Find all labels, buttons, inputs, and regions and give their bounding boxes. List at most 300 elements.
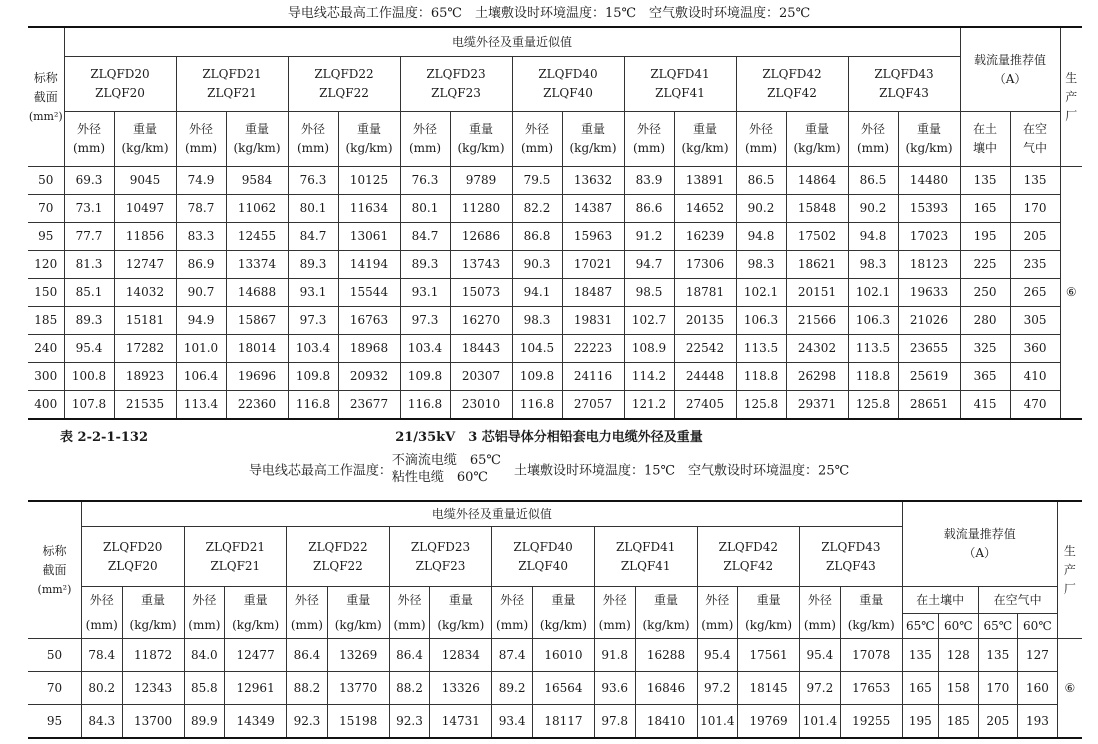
model-header bbox=[64, 57, 176, 112]
table-cell: 18968 bbox=[338, 335, 400, 363]
table-cell: 18781 bbox=[674, 279, 736, 307]
table-row bbox=[28, 705, 1082, 739]
table-title: 21/35kV 3 芯铝导体分相铅套电力电缆外径及重量 bbox=[395, 430, 703, 445]
table-cell: 11062 bbox=[226, 195, 288, 223]
table-cell: 90.7 bbox=[176, 279, 226, 307]
table-cell: 88.2 bbox=[389, 672, 430, 705]
table-cell: 97.3 bbox=[288, 307, 338, 335]
table-cell: 127 bbox=[1018, 639, 1058, 672]
table-cell: 305 bbox=[1010, 307, 1060, 335]
weight-label: 重量 (kg/km) bbox=[674, 112, 736, 167]
table-cell: 13770 bbox=[327, 672, 389, 705]
table-cell: 101.0 bbox=[176, 335, 226, 363]
table-cell: 160 bbox=[1018, 672, 1058, 705]
weight-label: 重量 (kg/km) bbox=[898, 112, 960, 167]
soil-label: 在土 壤中 bbox=[960, 112, 1010, 167]
table-cell: 17306 bbox=[674, 251, 736, 279]
table-cell: 86.5 bbox=[848, 167, 898, 195]
table-cell: 17282 bbox=[114, 335, 176, 363]
table-cell: 23010 bbox=[450, 391, 512, 420]
table-cell: 150 bbox=[28, 279, 64, 307]
group-header: 电缆外径及重量近似值 bbox=[64, 27, 960, 57]
table-cell: 80.1 bbox=[400, 195, 450, 223]
table-cell: 19831 bbox=[562, 307, 624, 335]
table-cell: 14032 bbox=[114, 279, 176, 307]
table-cell: 17502 bbox=[786, 223, 848, 251]
weight-label: 重量 bbox=[225, 587, 287, 614]
od-unit: (mm) bbox=[800, 614, 841, 639]
table-cell: 10125 bbox=[338, 167, 400, 195]
table-cell: 9789 bbox=[450, 167, 512, 195]
weight-label: 重量 bbox=[327, 587, 389, 614]
table-cell: 97.8 bbox=[594, 705, 635, 739]
soil-label: 在土壤中 bbox=[902, 587, 978, 614]
weight-unit: (kg/km) bbox=[430, 614, 492, 639]
table-cell: 106.3 bbox=[736, 307, 786, 335]
table-cell: 15848 bbox=[786, 195, 848, 223]
table-cell: 11634 bbox=[338, 195, 400, 223]
table-cell: 107.8 bbox=[64, 391, 114, 420]
condition-line-1: 不滴流电缆 65℃ bbox=[391, 453, 501, 468]
model-code: ZLQF23 bbox=[431, 86, 481, 100]
table-cell: 78.4 bbox=[81, 639, 122, 672]
table-cell: 24116 bbox=[562, 363, 624, 391]
model-header bbox=[624, 57, 736, 112]
table-cell: 89.3 bbox=[400, 251, 450, 279]
table-cell: 400 bbox=[28, 391, 64, 420]
table-cell: 94.1 bbox=[512, 279, 562, 307]
model-header bbox=[81, 527, 184, 587]
table-cell: 86.8 bbox=[512, 223, 562, 251]
table-cell: 18487 bbox=[562, 279, 624, 307]
table-cell: 104.5 bbox=[512, 335, 562, 363]
table-cell: 15073 bbox=[450, 279, 512, 307]
air-label: 在空 气中 bbox=[1010, 112, 1060, 167]
table-cell: 20151 bbox=[786, 279, 848, 307]
table-cell: 80.1 bbox=[288, 195, 338, 223]
model-code: ZLQF43 bbox=[879, 86, 929, 100]
model-header bbox=[400, 57, 512, 112]
table-cell: 22542 bbox=[674, 335, 736, 363]
table-cell: 18117 bbox=[532, 705, 594, 739]
table-cell: 95 bbox=[28, 223, 64, 251]
table-row bbox=[28, 335, 1082, 363]
table-cell: 470 bbox=[1010, 391, 1060, 420]
table-cell: 360 bbox=[1010, 335, 1060, 363]
table-caption: 表 2-2-1-132 bbox=[60, 430, 148, 445]
model-code: ZLQF21 bbox=[207, 86, 257, 100]
od-label: 外径 bbox=[184, 587, 225, 614]
table-cell: 9584 bbox=[226, 167, 288, 195]
table-cell: 17023 bbox=[898, 223, 960, 251]
condition-prefix: 导电线芯最高工作温度： bbox=[248, 463, 392, 479]
table-cell: 91.2 bbox=[624, 223, 674, 251]
table-row bbox=[28, 672, 1082, 705]
table-row bbox=[28, 251, 1082, 279]
table-cell: 94.8 bbox=[736, 223, 786, 251]
table-cell: 95.4 bbox=[697, 639, 738, 672]
table-cell: 80.2 bbox=[81, 672, 122, 705]
table1-condition: 导电线芯最高工作温度：65℃ 土壤敷设时环境温度：15℃ 空气敷设时环境温度：25℃ bbox=[287, 6, 811, 21]
table-cell: 50 bbox=[28, 639, 81, 672]
table-cell: 14194 bbox=[338, 251, 400, 279]
table-cell: 13632 bbox=[562, 167, 624, 195]
table-cell: 20307 bbox=[450, 363, 512, 391]
od-unit: (mm) bbox=[697, 614, 738, 639]
model-code: ZLQF20 bbox=[95, 86, 145, 100]
manufacturer-header: 生 产 厂 bbox=[1060, 27, 1082, 167]
table-cell: 13061 bbox=[338, 223, 400, 251]
table-cell: 13374 bbox=[226, 251, 288, 279]
condition-line-2: 粘性电缆 60℃ bbox=[391, 470, 488, 485]
table-row bbox=[28, 223, 1082, 251]
table-cell: 24302 bbox=[786, 335, 848, 363]
table-cell: 85.1 bbox=[64, 279, 114, 307]
table-cell: 81.3 bbox=[64, 251, 114, 279]
model-code: ZLQFD20 bbox=[90, 67, 150, 81]
table-cell: 16239 bbox=[674, 223, 736, 251]
table-cell: 135 bbox=[960, 167, 1010, 195]
table-cell: 116.8 bbox=[512, 391, 562, 420]
table-cell: 250 bbox=[960, 279, 1010, 307]
table-cell: 98.3 bbox=[848, 251, 898, 279]
model-header bbox=[697, 527, 800, 587]
od-label: 外径 bbox=[81, 587, 122, 614]
table-cell: 19633 bbox=[898, 279, 960, 307]
table-cell: 83.3 bbox=[176, 223, 226, 251]
table-cell: 13891 bbox=[674, 167, 736, 195]
model-code: ZLQFD41 bbox=[616, 539, 676, 554]
model-code: ZLQF21 bbox=[210, 558, 261, 573]
manufacturer-value: ⑥ bbox=[1060, 167, 1082, 420]
temp-65-label: 65℃ bbox=[902, 614, 938, 639]
table-cell: 93.4 bbox=[492, 705, 533, 739]
od-unit: (mm) bbox=[594, 614, 635, 639]
model-code: ZLQFD41 bbox=[650, 67, 710, 81]
table-cell: 84.3 bbox=[81, 705, 122, 739]
table-cell: 225 bbox=[960, 251, 1010, 279]
table-cell: 15867 bbox=[226, 307, 288, 335]
model-code: ZLQF20 bbox=[107, 558, 158, 573]
table-cell: 195 bbox=[960, 223, 1010, 251]
table-cell: 240 bbox=[28, 335, 64, 363]
table-cell: 113.5 bbox=[848, 335, 898, 363]
table-cell: 83.9 bbox=[624, 167, 674, 195]
model-code: ZLQFD43 bbox=[874, 67, 934, 81]
table-cell: 69.3 bbox=[64, 167, 114, 195]
table-cell: 15198 bbox=[327, 705, 389, 739]
table-cell: 77.7 bbox=[64, 223, 114, 251]
table-cell: 158 bbox=[939, 672, 979, 705]
table-cell: 17021 bbox=[562, 251, 624, 279]
table-cell: 90.2 bbox=[736, 195, 786, 223]
od-label: 外径 (mm) bbox=[512, 112, 562, 167]
weight-unit: (kg/km) bbox=[327, 614, 389, 639]
weight-label: 重量 (kg/km) bbox=[562, 112, 624, 167]
od-label: 外径 (mm) bbox=[64, 112, 114, 167]
table-cell: 410 bbox=[1010, 363, 1060, 391]
table-cell: 95 bbox=[28, 705, 81, 739]
table-cell: 109.8 bbox=[512, 363, 562, 391]
table-cell: 165 bbox=[960, 195, 1010, 223]
model-code: ZLQF42 bbox=[767, 86, 817, 100]
table-cell: 98.3 bbox=[736, 251, 786, 279]
table-cell: 125.8 bbox=[736, 391, 786, 420]
section-header: 标称 截面 (mm²) bbox=[28, 27, 64, 167]
table-cell: 300 bbox=[28, 363, 64, 391]
table-cell: 16564 bbox=[532, 672, 594, 705]
table-cell: 85.8 bbox=[184, 672, 225, 705]
temp-60-label: 60℃ bbox=[939, 614, 979, 639]
od-label: 外径 (mm) bbox=[624, 112, 674, 167]
table-cell: 14652 bbox=[674, 195, 736, 223]
current-header: 载流量推荐值 （A） bbox=[902, 501, 1057, 587]
table-cell: 89.3 bbox=[288, 251, 338, 279]
weight-unit: (kg/km) bbox=[122, 614, 184, 639]
weight-unit: (kg/km) bbox=[738, 614, 800, 639]
table-cell: 120 bbox=[28, 251, 64, 279]
table-cell: 103.4 bbox=[400, 335, 450, 363]
model-code: ZLQF42 bbox=[723, 558, 774, 573]
od-label: 外径 bbox=[594, 587, 635, 614]
table-cell: 70 bbox=[28, 672, 81, 705]
table-cell: 170 bbox=[978, 672, 1018, 705]
table-cell: 94.9 bbox=[176, 307, 226, 335]
table-cell: 24448 bbox=[674, 363, 736, 391]
air-label: 在空气中 bbox=[978, 587, 1057, 614]
model-code: ZLQF40 bbox=[543, 86, 593, 100]
table-cell: 9045 bbox=[114, 167, 176, 195]
table-cell: 78.7 bbox=[176, 195, 226, 223]
od-label: 外径 bbox=[287, 587, 328, 614]
table-cell: 113.4 bbox=[176, 391, 226, 420]
table-cell: 12455 bbox=[226, 223, 288, 251]
table-cell: 86.9 bbox=[176, 251, 226, 279]
table-cell: 82.2 bbox=[512, 195, 562, 223]
table-cell: 185 bbox=[939, 705, 979, 739]
table-cell: 103.4 bbox=[288, 335, 338, 363]
weight-label: 重量 bbox=[840, 587, 902, 614]
table-cell: 135 bbox=[978, 639, 1018, 672]
weight-label: 重量 (kg/km) bbox=[226, 112, 288, 167]
weight-unit: (kg/km) bbox=[635, 614, 697, 639]
table-cell: 265 bbox=[1010, 279, 1060, 307]
manufacturer-value: ⑥ bbox=[1057, 639, 1082, 739]
od-label: 外径 (mm) bbox=[400, 112, 450, 167]
model-code: ZLQFD21 bbox=[202, 67, 262, 81]
table-cell: 170 bbox=[1010, 195, 1060, 223]
table-row bbox=[28, 391, 1082, 420]
table2-condition bbox=[0, 452, 1098, 486]
table-cell: 21566 bbox=[786, 307, 848, 335]
table-cell: 100.8 bbox=[64, 363, 114, 391]
model-header bbox=[287, 527, 390, 587]
table-cell: 86.4 bbox=[389, 639, 430, 672]
group-header: 电缆外径及重量近似值 bbox=[81, 501, 902, 527]
table-cell: 95.4 bbox=[64, 335, 114, 363]
table-cell: 18443 bbox=[450, 335, 512, 363]
model-code: ZLQF43 bbox=[826, 558, 876, 573]
table-cell: 95.4 bbox=[800, 639, 841, 672]
weight-unit: (kg/km) bbox=[840, 614, 902, 639]
model-header bbox=[594, 527, 697, 587]
weight-label: 重量 bbox=[738, 587, 800, 614]
table-cell: 15393 bbox=[898, 195, 960, 223]
weight-label: 重量 bbox=[635, 587, 697, 614]
model-code: ZLQFD23 bbox=[426, 67, 486, 81]
table-cell: 19769 bbox=[738, 705, 800, 739]
table-cell: 15963 bbox=[562, 223, 624, 251]
table-cell: 93.6 bbox=[594, 672, 635, 705]
weight-unit: (kg/km) bbox=[225, 614, 287, 639]
table-cell: 94.8 bbox=[848, 223, 898, 251]
table-cell: 193 bbox=[1018, 705, 1058, 739]
table-cell: 16763 bbox=[338, 307, 400, 335]
table-cell: 101.4 bbox=[800, 705, 841, 739]
table-cell: 325 bbox=[960, 335, 1010, 363]
table-cell: 29371 bbox=[786, 391, 848, 420]
table-cell: 93.1 bbox=[288, 279, 338, 307]
table-cell: 84.0 bbox=[184, 639, 225, 672]
table-cell: 86.6 bbox=[624, 195, 674, 223]
table-cell: 23655 bbox=[898, 335, 960, 363]
table-cell: 18123 bbox=[898, 251, 960, 279]
temp-60-label: 60℃ bbox=[1018, 614, 1058, 639]
table-cell: 73.1 bbox=[64, 195, 114, 223]
table-cell: 365 bbox=[960, 363, 1010, 391]
od-label: 外径 bbox=[697, 587, 738, 614]
table-cell: 23677 bbox=[338, 391, 400, 420]
table-cell: 50 bbox=[28, 167, 64, 195]
model-header bbox=[288, 57, 400, 112]
table-cell: 76.3 bbox=[288, 167, 338, 195]
table-cell: 125.8 bbox=[848, 391, 898, 420]
table-cell: 102.1 bbox=[848, 279, 898, 307]
model-code: ZLQF41 bbox=[655, 86, 705, 100]
table-cell: 19696 bbox=[226, 363, 288, 391]
table-cell: 11872 bbox=[122, 639, 184, 672]
model-code: ZLQF22 bbox=[319, 86, 369, 100]
table-cell: 74.9 bbox=[176, 167, 226, 195]
current-header: 载流量推荐值 （A） bbox=[960, 27, 1060, 112]
table-cell: 90.3 bbox=[512, 251, 562, 279]
model-header bbox=[389, 527, 492, 587]
table-cell: 92.3 bbox=[287, 705, 328, 739]
table-cell: 89.2 bbox=[492, 672, 533, 705]
table-cell: 76.3 bbox=[400, 167, 450, 195]
table-cell: 97.3 bbox=[400, 307, 450, 335]
table-cell: 18621 bbox=[786, 251, 848, 279]
table-cell: 109.8 bbox=[288, 363, 338, 391]
table-row bbox=[28, 307, 1082, 335]
table-cell: 21535 bbox=[114, 391, 176, 420]
model-code: ZLQFD23 bbox=[410, 539, 471, 554]
table-cell: 16010 bbox=[532, 639, 594, 672]
table-cell: 106.3 bbox=[848, 307, 898, 335]
model-code: ZLQFD20 bbox=[103, 539, 163, 554]
table-cell: 121.2 bbox=[624, 391, 674, 420]
table-cell: 15181 bbox=[114, 307, 176, 335]
table-cell: 235 bbox=[1010, 251, 1060, 279]
table-cell: 84.7 bbox=[288, 223, 338, 251]
table-cell: 13743 bbox=[450, 251, 512, 279]
weight-unit: (kg/km) bbox=[532, 614, 594, 639]
table-cell: 135 bbox=[902, 639, 938, 672]
table-cell: 86.4 bbox=[287, 639, 328, 672]
od-unit: (mm) bbox=[389, 614, 430, 639]
table-cell: 97.2 bbox=[800, 672, 841, 705]
table-cell: 16288 bbox=[635, 639, 697, 672]
model-code: ZLQFD43 bbox=[821, 539, 881, 554]
table-cell: 10497 bbox=[114, 195, 176, 223]
table-cell: 113.5 bbox=[736, 335, 786, 363]
table-cell: 87.4 bbox=[492, 639, 533, 672]
table-cell: 102.7 bbox=[624, 307, 674, 335]
model-code: ZLQF40 bbox=[518, 558, 568, 573]
table-row bbox=[28, 195, 1082, 223]
model-code: ZLQFD42 bbox=[762, 67, 822, 81]
table-cell: 84.7 bbox=[400, 223, 450, 251]
table-cell: 114.2 bbox=[624, 363, 674, 391]
table-cell: 12961 bbox=[225, 672, 287, 705]
table-cell: 116.8 bbox=[400, 391, 450, 420]
weight-label: 重量 bbox=[532, 587, 594, 614]
table-cell: 14480 bbox=[898, 167, 960, 195]
table-cell: 79.5 bbox=[512, 167, 562, 195]
table-cell: 17078 bbox=[840, 639, 902, 672]
table-cell: 102.1 bbox=[736, 279, 786, 307]
od-unit: (mm) bbox=[184, 614, 225, 639]
model-header bbox=[184, 527, 287, 587]
model-header bbox=[512, 57, 624, 112]
od-label: 外径 (mm) bbox=[288, 112, 338, 167]
table-cell: 13700 bbox=[122, 705, 184, 739]
table-cell: 12477 bbox=[225, 639, 287, 672]
table-cell: 12834 bbox=[430, 639, 492, 672]
temp-65-label: 65℃ bbox=[978, 614, 1018, 639]
table-cell: 11280 bbox=[450, 195, 512, 223]
model-header bbox=[736, 57, 848, 112]
table-cell: 86.5 bbox=[736, 167, 786, 195]
table-cell: 106.4 bbox=[176, 363, 226, 391]
table-row bbox=[28, 639, 1082, 672]
model-code: ZLQFD21 bbox=[205, 539, 266, 554]
model-header bbox=[848, 57, 960, 112]
table-cell: 20932 bbox=[338, 363, 400, 391]
table-row bbox=[28, 279, 1082, 307]
table-cell: 16846 bbox=[635, 672, 697, 705]
weight-label: 重量 (kg/km) bbox=[786, 112, 848, 167]
model-code: ZLQF23 bbox=[415, 558, 466, 573]
table-cell: 17561 bbox=[738, 639, 800, 672]
table-cell: 97.2 bbox=[697, 672, 738, 705]
model-header bbox=[176, 57, 288, 112]
table-cell: 109.8 bbox=[400, 363, 450, 391]
table-cell: 135 bbox=[1010, 167, 1060, 195]
section-header: 标称 截面 (mm²) bbox=[28, 501, 81, 639]
weight-label: 重量 (kg/km) bbox=[114, 112, 176, 167]
table-cell: 27057 bbox=[562, 391, 624, 420]
table-cell: 90.2 bbox=[848, 195, 898, 223]
table-cell: 89.3 bbox=[64, 307, 114, 335]
weight-label: 重量 (kg/km) bbox=[338, 112, 400, 167]
model-code: ZLQF22 bbox=[313, 558, 363, 573]
table-cell: 12747 bbox=[114, 251, 176, 279]
cable-table-2 bbox=[28, 500, 1082, 739]
table-cell: 22360 bbox=[226, 391, 288, 420]
table-cell: 98.5 bbox=[624, 279, 674, 307]
table-cell: 108.9 bbox=[624, 335, 674, 363]
